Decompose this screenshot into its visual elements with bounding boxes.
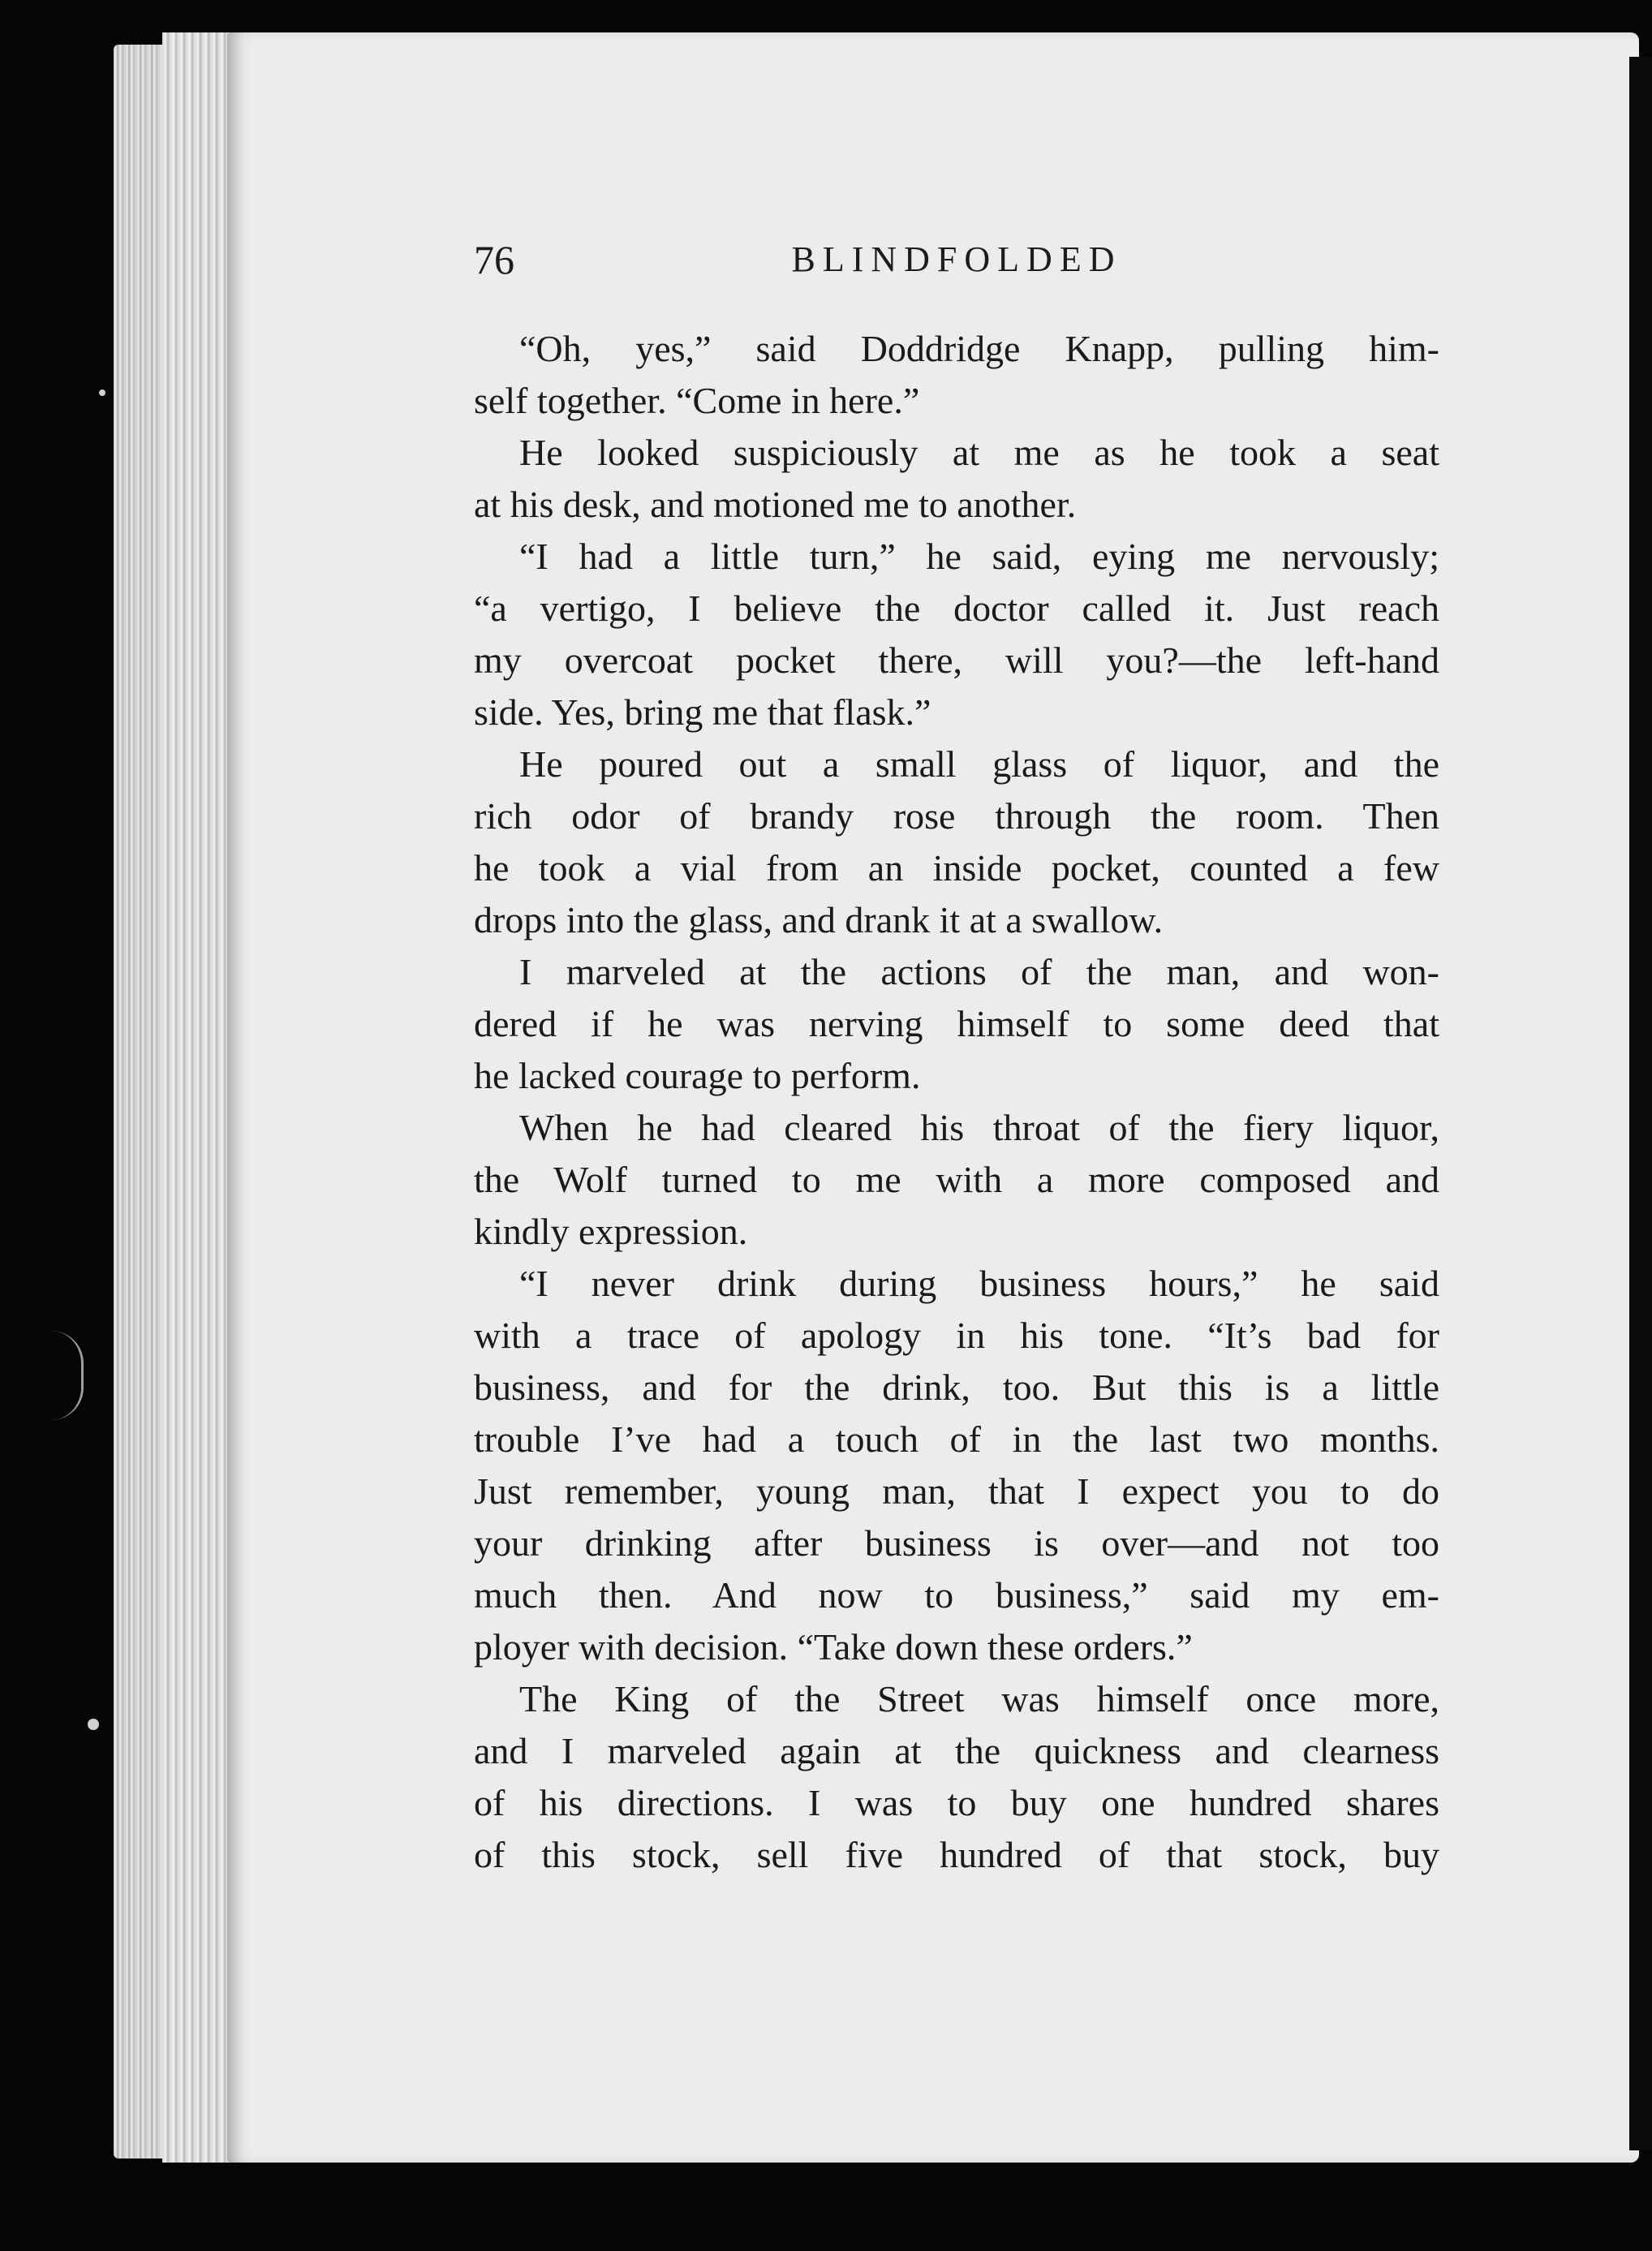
text-line: at his desk, and motioned me to another.	[474, 484, 1077, 525]
text-line: I marveled at the actions of the man, and won-	[519, 951, 1439, 992]
text-line: kindly expression.	[474, 1211, 748, 1252]
text-line: business, and for the drink, too. But this is a little	[474, 1367, 1439, 1408]
text-line: with a trace of apology in his tone. “It’s bad for	[474, 1315, 1439, 1356]
text-line: of his directions. I was to buy one hundred shares	[474, 1782, 1439, 1823]
text-line: trouble I’ve had a touch of in the last two months.	[474, 1418, 1439, 1460]
text-line: Just remember, young man, that I expect you to do	[474, 1470, 1439, 1512]
text-line: “I never drink during business hours,” he said	[519, 1263, 1439, 1304]
text-line: “a vertigo, I believe the doctor called it. Just reach	[474, 587, 1439, 629]
text-line: The King of the Street was himself once more,	[519, 1678, 1439, 1719]
text-line: and I marveled again at the quickness and clearness	[474, 1730, 1439, 1771]
page-number: 76	[474, 237, 514, 282]
page-header	[474, 227, 1439, 292]
margin-speck-lower	[88, 1719, 99, 1730]
text-line: your drinking after business is over—and not too	[474, 1522, 1439, 1564]
text-line: he lacked courage to perform.	[474, 1055, 921, 1096]
margin-mark-bracket	[49, 1331, 84, 1420]
text-line: side. Yes, bring me that flask.”	[474, 691, 931, 733]
text-line: “I had a little turn,” he said, eying me nervously;	[519, 536, 1439, 577]
text-line: He poured out a small glass of liquor, and the	[519, 743, 1439, 785]
text-line: my overcoat pocket there, will you?—the left-hand	[474, 639, 1439, 681]
text-line: rich odor of brandy rose through the room. Then	[474, 795, 1439, 837]
text-line: he took a vial from an inside pocket, counted a few	[474, 847, 1439, 889]
text-line: When he had cleared his throat of the fiery liquor,	[519, 1107, 1439, 1148]
body-text	[474, 323, 1439, 1881]
text-line: He looked suspiciously at me as he took a seat	[519, 432, 1439, 473]
text-line: ployer with decision. “Take down these orders.”	[474, 1626, 1193, 1668]
text-line: dered if he was nerving himself to some deed that	[474, 1003, 1439, 1044]
text-line: the Wolf turned to me with a more composed and	[474, 1159, 1439, 1200]
margin-specks	[99, 390, 105, 396]
text-line: “Oh, yes,” said Doddridge Knapp, pulling him-	[519, 328, 1439, 369]
right-page-gutter	[1629, 57, 1652, 2150]
running-head-title: BLINDFOLDED	[791, 239, 1122, 279]
text-line: self together. “Come in here.”	[474, 380, 920, 421]
text-line: much then. And now to business,” said my em-	[474, 1574, 1439, 1616]
text-line: drops into the glass, and drank it at a swallow.	[474, 899, 1164, 940]
text-line: of this stock, sell five hundred of that stock, buy	[474, 1834, 1439, 1875]
